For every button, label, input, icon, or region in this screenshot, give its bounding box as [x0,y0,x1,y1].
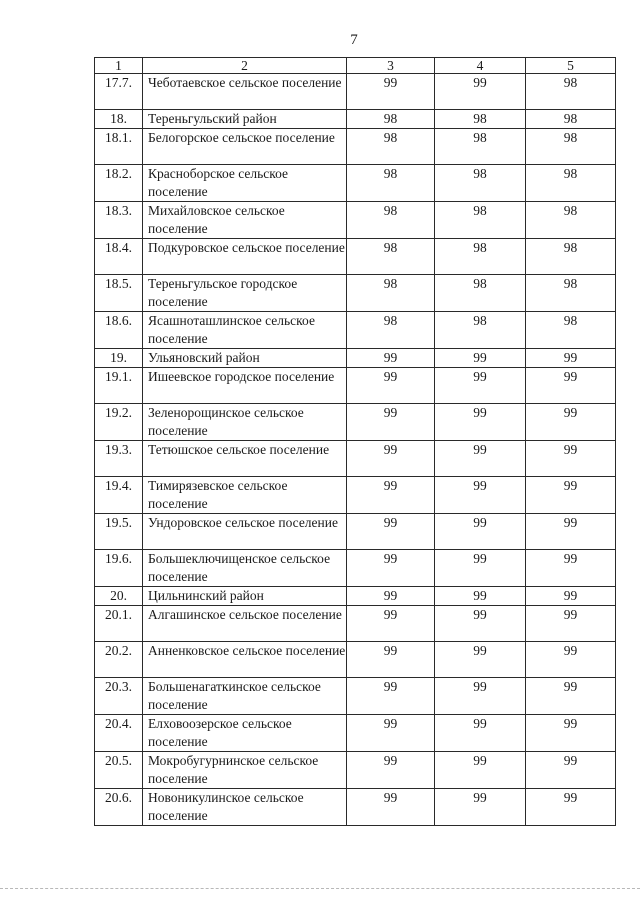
table-row [95,606,616,642]
table-row [95,275,616,312]
row-number: 20. [95,587,143,606]
row-value-col5: 98 [526,165,616,202]
row-name: Подкуровское сельское поселение [143,239,347,275]
row-value-col3: 99 [347,789,435,826]
row-value-col3: 98 [347,129,435,165]
row-value-col4: 99 [435,678,526,715]
row-value-col3: 99 [347,642,435,678]
table-row [95,202,616,239]
table-row [95,404,616,441]
row-value-col5: 98 [526,129,616,165]
table-row [95,642,616,678]
row-value-col4: 99 [435,349,526,368]
row-name: Ульяновский район [143,349,347,368]
row-name: Красноборское сельское поселение [143,165,347,202]
row-value-col5: 99 [526,642,616,678]
row-value-col5: 99 [526,349,616,368]
table-body [95,58,616,826]
row-name: Тимирязевское сельское поселение [143,477,347,514]
row-number: 18.5. [95,275,143,312]
row-value-col3: 98 [347,275,435,312]
table-header-row [95,58,616,74]
row-value-col4: 99 [435,441,526,477]
scan-edge-line [0,888,640,890]
data-table [94,57,616,826]
row-value-col3: 98 [347,165,435,202]
table-row [95,129,616,165]
row-value-col5: 99 [526,514,616,550]
row-value-col4: 99 [435,789,526,826]
row-value-col4: 99 [435,642,526,678]
row-name: Ясашноташлинское сельское поселение [143,312,347,349]
row-value-col3: 99 [347,715,435,752]
row-value-col5: 99 [526,550,616,587]
row-name: Мокробугурнинское сельское поселение [143,752,347,789]
header-cell: 2 [143,58,347,74]
row-value-col3: 99 [347,678,435,715]
table-row [95,715,616,752]
row-value-col4: 98 [435,165,526,202]
row-value-col5: 99 [526,587,616,606]
row-value-col4: 99 [435,368,526,404]
row-value-col5: 98 [526,74,616,110]
row-name: Большеключищенское сельское поселение [143,550,347,587]
row-value-col3: 98 [347,239,435,275]
row-name: Новоникулинское сельское поселение [143,789,347,826]
row-name: Ишеевское городское поселение [143,368,347,404]
row-value-col5: 99 [526,752,616,789]
row-name: Михайловское сельское поселение [143,202,347,239]
row-value-col5: 99 [526,678,616,715]
row-value-col4: 98 [435,129,526,165]
table-row [95,312,616,349]
table-row [95,678,616,715]
row-value-col4: 98 [435,202,526,239]
header-cell: 3 [347,58,435,74]
row-number: 18.6. [95,312,143,349]
row-value-col3: 99 [347,606,435,642]
row-number: 20.4. [95,715,143,752]
table-row [95,550,616,587]
row-value-col5: 99 [526,368,616,404]
row-number: 19.3. [95,441,143,477]
row-number: 18. [95,110,143,129]
row-name: Большенагаткинское сельское поселение [143,678,347,715]
page-number: 7 [350,32,358,48]
header-cell: 4 [435,58,526,74]
row-value-col5: 99 [526,477,616,514]
row-number: 18.2. [95,165,143,202]
row-value-col4: 99 [435,550,526,587]
row-value-col3: 99 [347,441,435,477]
row-value-col5: 99 [526,715,616,752]
row-number: 19.2. [95,404,143,441]
row-number: 20.6. [95,789,143,826]
table-row [95,752,616,789]
table-row [95,514,616,550]
table-row [95,587,616,606]
row-name: Белогорское сельское поселение [143,129,347,165]
row-name: Тереньгульское городское поселение [143,275,347,312]
row-value-col5: 98 [526,110,616,129]
row-value-col4: 98 [435,312,526,349]
header-cell: 5 [526,58,616,74]
row-number: 20.3. [95,678,143,715]
row-value-col4: 99 [435,606,526,642]
row-number: 20.5. [95,752,143,789]
row-value-col3: 99 [347,349,435,368]
table-row [95,441,616,477]
row-value-col4: 99 [435,587,526,606]
table-row [95,110,616,129]
row-value-col4: 99 [435,514,526,550]
row-number: 18.3. [95,202,143,239]
row-number: 18.4. [95,239,143,275]
row-number: 20.2. [95,642,143,678]
row-value-col5: 99 [526,404,616,441]
row-value-col3: 98 [347,312,435,349]
table-row [95,789,616,826]
row-value-col5: 99 [526,789,616,826]
row-value-col4: 98 [435,239,526,275]
row-value-col3: 99 [347,404,435,441]
row-value-col4: 99 [435,752,526,789]
row-value-col5: 99 [526,606,616,642]
row-value-col3: 99 [347,587,435,606]
row-value-col3: 99 [347,550,435,587]
row-value-col3: 99 [347,514,435,550]
row-name: Цильнинский район [143,587,347,606]
table-row [95,74,616,110]
row-name: Елховоозерское сельское поселение [143,715,347,752]
table-row [95,477,616,514]
header-cell: 1 [95,58,143,74]
row-number: 19. [95,349,143,368]
row-number: 19.1. [95,368,143,404]
row-name: Тетюшское сельское поселение [143,441,347,477]
row-number: 18.1. [95,129,143,165]
row-value-col4: 98 [435,110,526,129]
row-value-col3: 99 [347,74,435,110]
row-value-col4: 98 [435,275,526,312]
row-name: Анненковское сельское поселение [143,642,347,678]
row-value-col4: 99 [435,74,526,110]
row-value-col4: 99 [435,404,526,441]
row-number: 19.6. [95,550,143,587]
row-value-col5: 98 [526,312,616,349]
row-value-col5: 98 [526,275,616,312]
row-name: Зеленорощинское сельское поселение [143,404,347,441]
row-name: Ундоровское сельское поселение [143,514,347,550]
row-value-col4: 99 [435,477,526,514]
row-number: 19.5. [95,514,143,550]
row-number: 20.1. [95,606,143,642]
row-value-col5: 99 [526,441,616,477]
row-value-col3: 99 [347,477,435,514]
row-number: 19.4. [95,477,143,514]
table-row [95,368,616,404]
table-row [95,239,616,275]
row-number: 17.7. [95,74,143,110]
row-name: Алгашинское сельское поселение [143,606,347,642]
row-value-col3: 99 [347,368,435,404]
row-value-col4: 99 [435,715,526,752]
table-row [95,349,616,368]
row-value-col3: 99 [347,752,435,789]
row-value-col3: 98 [347,202,435,239]
table-row [95,165,616,202]
row-value-col5: 98 [526,202,616,239]
row-value-col5: 98 [526,239,616,275]
row-name: Чеботаевское сельское поселение [143,74,347,110]
row-name: Тереньгульский район [143,110,347,129]
row-value-col3: 98 [347,110,435,129]
